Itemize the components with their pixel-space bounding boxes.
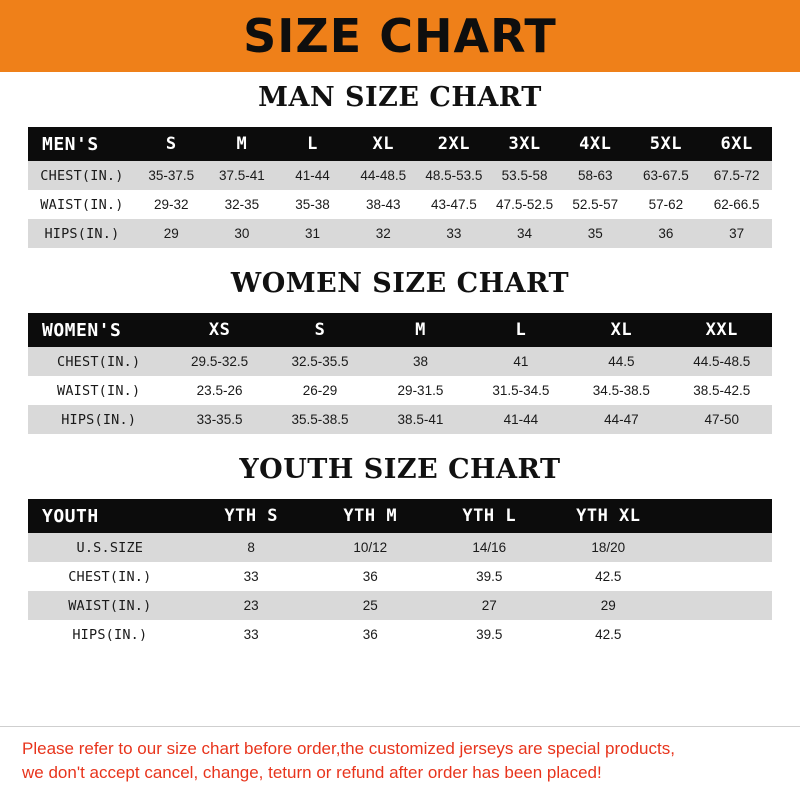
- table-row: [28, 620, 772, 649]
- youth-size-table: [28, 499, 772, 649]
- youth-cell-0-3: 18/20: [591, 540, 626, 555]
- table-row: [28, 533, 772, 562]
- men-header-cell-2: M: [236, 134, 248, 154]
- women-cell-2-2: 38.5-41: [397, 412, 444, 427]
- youth-header-cell-spacer: [668, 499, 772, 533]
- youth-cell-2-2: 27: [481, 598, 497, 613]
- women-header-cell-5: XL: [610, 320, 633, 340]
- youth-section-title: YOUTH SIZE CHART: [239, 454, 561, 485]
- men-table-head: [28, 127, 772, 161]
- men-header-cell-3: L: [307, 134, 318, 154]
- women-cell-1-1: 26-29: [302, 383, 338, 398]
- youth-cell-1-2: 39.5: [476, 569, 503, 584]
- men-header-cell-1: S: [165, 134, 177, 154]
- men-header-cell-8: 5XL: [649, 134, 683, 154]
- women-cell-1-2: 29-31.5: [397, 383, 444, 398]
- men-cell-1-1: 32-35: [224, 197, 260, 212]
- women-row-label-0: CHEST(IN.): [57, 353, 141, 370]
- men-cell-2-6: 35: [587, 226, 603, 241]
- women-cell-2-1: 35.5-38.5: [291, 412, 349, 427]
- women-cell-2-3: 41-44: [503, 412, 539, 427]
- men-cell-1-5: 47.5-52.5: [496, 197, 554, 212]
- women-cell-2-5: 47-50: [704, 412, 740, 427]
- women-header-cell-1: XS: [208, 320, 231, 340]
- youth-cell-3-1: 36: [362, 627, 378, 642]
- youth-cell-1-spacer: [668, 562, 772, 591]
- youth-row-label-3: HIPS(IN.): [72, 626, 148, 643]
- women-cell-1-4: 34.5-38.5: [592, 383, 650, 398]
- youth-cell-0-2: 14/16: [472, 540, 507, 555]
- youth-cell-3-0: 33: [243, 627, 259, 642]
- women-row-label-1: WAIST(IN.): [57, 382, 141, 399]
- women-header-cell-3: M: [415, 320, 426, 340]
- youth-cell-0-spacer: [668, 533, 772, 562]
- women-cell-0-1: 32.5-35.5: [291, 354, 349, 369]
- youth-cell-0-0: 8: [247, 540, 255, 555]
- youth-header-row: [28, 499, 772, 533]
- men-cell-2-0: 29: [163, 226, 179, 241]
- men-cell-0-8: 67.5-72: [713, 168, 760, 183]
- women-cell-0-3: 41: [513, 354, 529, 369]
- men-header-cell-7: 4XL: [579, 134, 612, 154]
- youth-cell-2-0: 23: [243, 598, 259, 613]
- youth-header-cell-4: YTH XL: [576, 506, 641, 526]
- youth-table-head: [28, 499, 772, 533]
- youth-row-label-2: WAIST(IN.): [68, 597, 152, 614]
- women-size-table: [28, 313, 772, 434]
- women-header-row: [28, 313, 772, 347]
- men-cell-0-5: 53.5-58: [501, 168, 548, 183]
- youth-row-label-0: U.S.SIZE: [76, 539, 144, 556]
- men-cell-1-2: 35-38: [295, 197, 330, 212]
- youth-cell-1-1: 36: [362, 569, 378, 584]
- men-header-row: [28, 127, 772, 161]
- men-cell-2-4: 33: [446, 226, 462, 241]
- men-header-cell-4: XL: [372, 134, 394, 154]
- men-cell-0-6: 58-63: [577, 168, 613, 183]
- women-header-cell-4: L: [515, 320, 527, 340]
- youth-cell-0-1: 10/12: [353, 540, 388, 555]
- men-cell-2-2: 31: [305, 226, 321, 241]
- women-cell-0-0: 29.5-32.5: [191, 354, 249, 369]
- men-cell-1-3: 38-43: [365, 197, 401, 212]
- youth-header-cell-2: YTH M: [343, 506, 398, 526]
- women-header-cell-2: S: [314, 320, 326, 340]
- women-cell-0-4: 44.5: [608, 354, 635, 369]
- women-header-cell-6: XXL: [705, 320, 738, 340]
- youth-cell-1-3: 42.5: [595, 569, 622, 584]
- man-section-title: MAN SIZE CHART: [258, 82, 542, 113]
- table-row: [28, 591, 772, 620]
- men-cell-1-6: 52.5-57: [572, 197, 619, 212]
- men-cell-1-4: 43-47.5: [431, 197, 477, 212]
- men-cell-1-8: 62-66.5: [713, 197, 760, 212]
- table-row: [28, 219, 772, 248]
- women-cell-1-3: 31.5-34.5: [492, 383, 550, 398]
- youth-header-cell-1: YTH S: [224, 506, 279, 526]
- men-cell-2-8: 37: [729, 226, 745, 241]
- table-row: [28, 405, 772, 434]
- women-table-body: [28, 347, 772, 434]
- men-size-table: [28, 127, 772, 248]
- header-banner: [0, 0, 800, 72]
- youth-header-cell-0: YOUTH: [42, 505, 99, 527]
- table-row: [28, 161, 772, 190]
- footer-disclaimer: [0, 726, 800, 800]
- youth-header-cell-3: YTH L: [462, 506, 517, 526]
- women-table-head: [28, 313, 772, 347]
- youth-cell-2-1: 25: [362, 598, 378, 613]
- men-cell-0-1: 37.5-41: [218, 168, 265, 183]
- table-row: [28, 376, 772, 405]
- women-cell-2-4: 44-47: [604, 412, 639, 427]
- youth-row-label-1: CHEST(IN.): [68, 568, 152, 585]
- footer-line-1: Please refer to our size chart before order,the customized jerseys are special products,: [22, 738, 675, 758]
- men-cell-1-0: 29-32: [153, 197, 189, 212]
- men-cell-1-7: 57-62: [648, 197, 684, 212]
- women-cell-2-0: 33-35.5: [196, 412, 243, 427]
- men-cell-2-3: 32: [375, 226, 391, 241]
- men-cell-0-3: 44-48.5: [360, 168, 407, 183]
- youth-cell-3-3: 42.5: [595, 627, 622, 642]
- men-cell-0-7: 63-67.5: [643, 168, 689, 183]
- women-header-cell-0: WOMEN'S: [42, 319, 122, 341]
- table-row: [28, 190, 772, 219]
- men-cell-2-1: 30: [234, 226, 250, 241]
- youth-cell-3-spacer: [668, 620, 772, 649]
- men-header-cell-9: 6XL: [720, 134, 753, 154]
- men-row-label-1: WAIST(IN.): [40, 196, 124, 213]
- women-cell-0-5: 44.5-48.5: [693, 354, 751, 369]
- chart-content: [0, 72, 800, 649]
- women-cell-1-0: 23.5-26: [196, 383, 243, 398]
- page-title: SIZE CHART: [243, 9, 557, 63]
- women-cell-1-5: 38.5-42.5: [693, 383, 751, 398]
- men-header-cell-0: MEN'S: [42, 133, 99, 155]
- footer-line-2: we don't accept cancel, change, teturn or refund after order has been placed!: [22, 763, 602, 783]
- youth-cell-2-3: 29: [600, 598, 616, 613]
- men-row-label-0: CHEST(IN.): [40, 167, 124, 184]
- men-row-label-2: HIPS(IN.): [44, 225, 120, 242]
- men-cell-0-2: 41-44: [295, 168, 330, 183]
- table-row: [28, 562, 772, 591]
- women-cell-0-2: 38: [412, 354, 428, 369]
- men-cell-0-0: 35-37.5: [148, 168, 195, 183]
- table-row: [28, 347, 772, 376]
- youth-table-body: [28, 533, 772, 649]
- men-cell-0-4: 48.5-53.5: [425, 168, 483, 183]
- youth-cell-1-0: 33: [243, 569, 259, 584]
- youth-cell-3-2: 39.5: [476, 627, 503, 642]
- women-row-label-2: HIPS(IN.): [61, 411, 137, 428]
- men-cell-2-7: 36: [658, 226, 674, 241]
- men-cell-2-5: 34: [517, 226, 533, 241]
- men-header-cell-6: 3XL: [508, 134, 541, 154]
- youth-cell-2-spacer: [668, 591, 772, 620]
- men-table-body: [28, 161, 772, 248]
- men-header-cell-5: 2XL: [437, 134, 470, 154]
- women-section-title: WOMEN SIZE CHART: [230, 268, 570, 299]
